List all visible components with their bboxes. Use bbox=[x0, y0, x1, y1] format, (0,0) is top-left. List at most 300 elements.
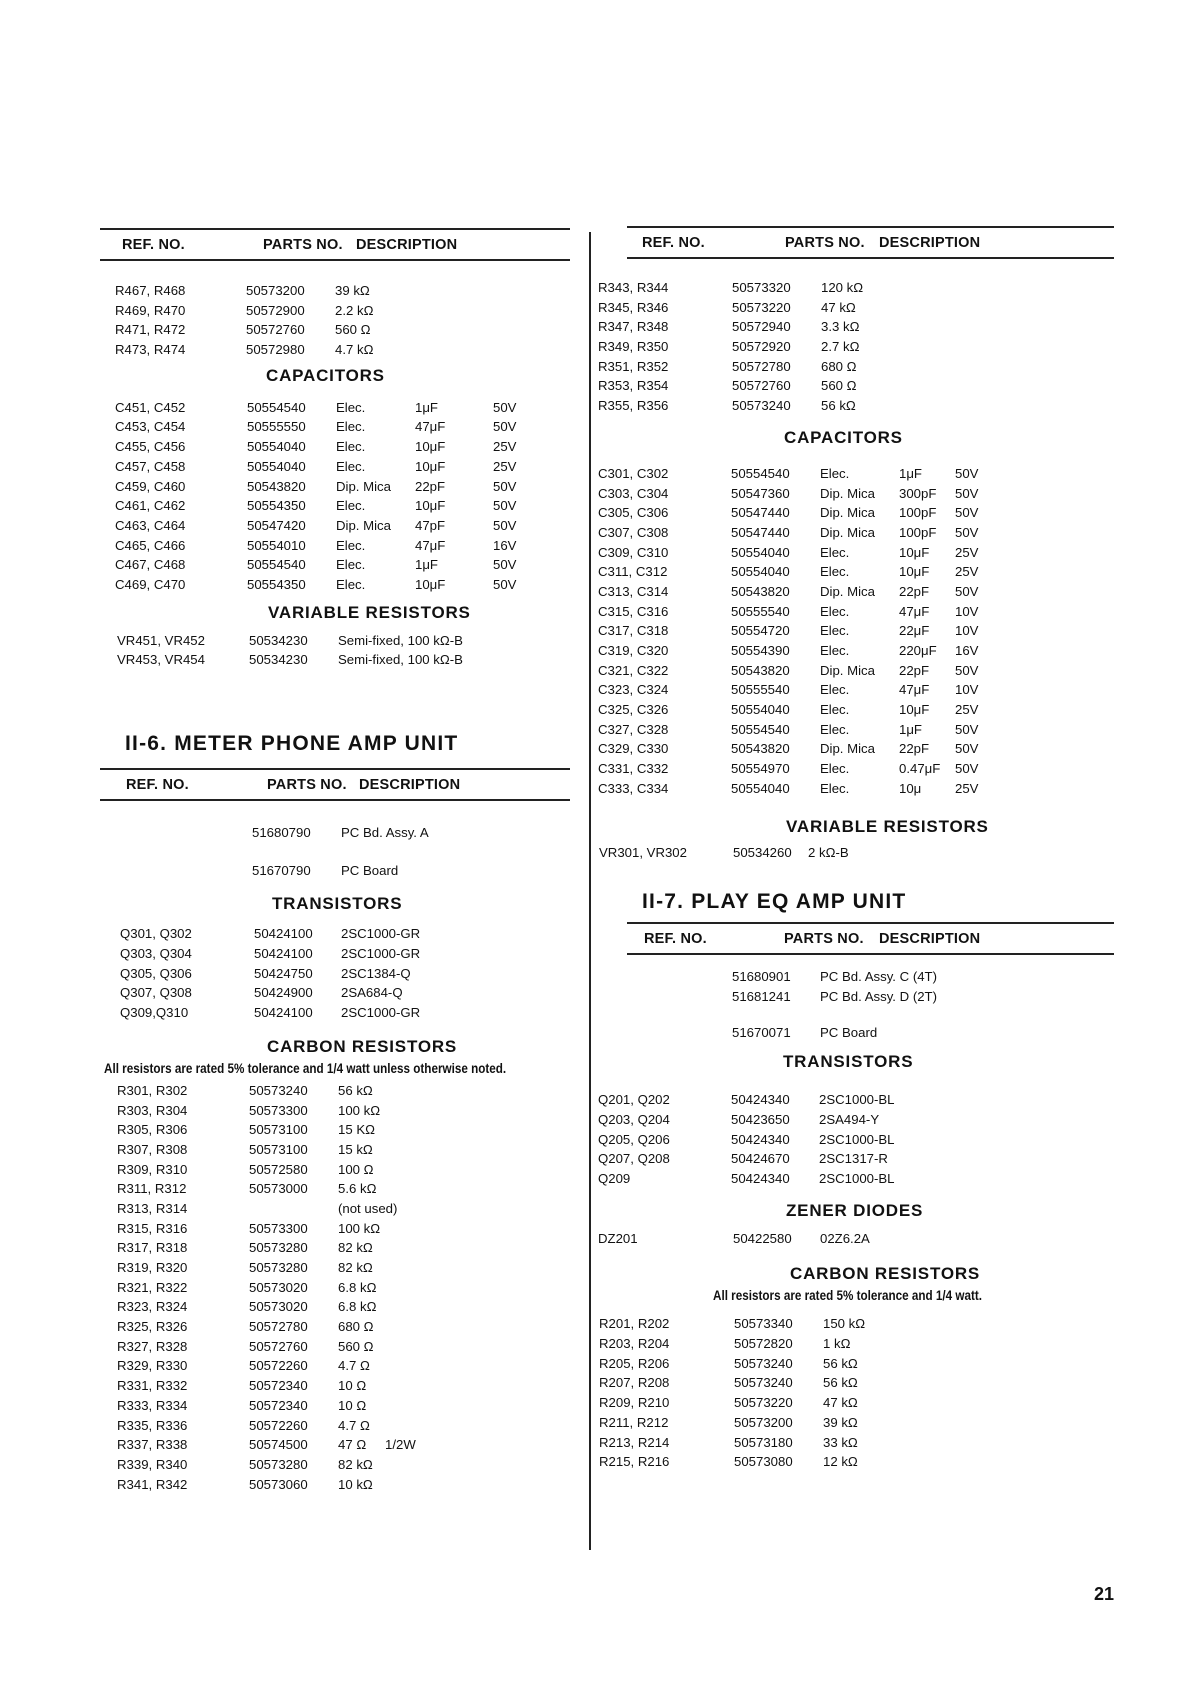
ref-no: C333, C334 bbox=[598, 780, 669, 796]
table-row bbox=[598, 376, 1114, 396]
part-no: 50554970 bbox=[731, 761, 790, 777]
cap-voltage: 50V bbox=[955, 741, 979, 757]
table-row bbox=[598, 317, 1114, 337]
description: 56 kΩ bbox=[823, 1375, 858, 1391]
ref-no: C469, C470 bbox=[115, 576, 186, 592]
table-row bbox=[598, 739, 1114, 759]
cap-type: Elec. bbox=[820, 780, 850, 796]
cap-type: Elec. bbox=[336, 399, 366, 415]
table-row bbox=[598, 543, 1114, 563]
cap-voltage: 50V bbox=[955, 721, 979, 737]
description: PC Bd. Assy. D (2T) bbox=[820, 988, 937, 1004]
cap-voltage: 10V bbox=[955, 623, 979, 639]
cap-voltage: 50V bbox=[955, 761, 979, 777]
table-row bbox=[100, 964, 570, 984]
variable-resistors-title: VARIABLE RESISTORS bbox=[786, 816, 989, 836]
cap-voltage: 50V bbox=[493, 557, 517, 573]
description: Semi-fixed, 100 kΩ-B bbox=[338, 652, 463, 668]
description-header: DESCRIPTION bbox=[879, 235, 981, 251]
ref-no: R337, R338 bbox=[117, 1437, 188, 1453]
cap-voltage: 50V bbox=[493, 399, 517, 415]
part-no: 50547440 bbox=[731, 505, 790, 521]
cap-value: 47μF bbox=[415, 419, 446, 435]
table-row bbox=[599, 1433, 1114, 1453]
part-no: 50572260 bbox=[249, 1417, 308, 1433]
description: 39 kΩ bbox=[335, 283, 370, 298]
table-row bbox=[100, 1258, 570, 1278]
ref-no: Q309,Q310 bbox=[120, 1005, 189, 1021]
table-row bbox=[100, 575, 570, 595]
description: 2SC1384-Q bbox=[341, 965, 411, 981]
carbon-resistor-list bbox=[100, 1081, 570, 1494]
table-row bbox=[627, 1023, 1114, 1043]
cap-type: Elec. bbox=[820, 544, 850, 560]
ref-no: R467, R468 bbox=[115, 283, 186, 298]
ref-no: R211, R212 bbox=[599, 1414, 669, 1430]
description: 47 kΩ bbox=[823, 1395, 858, 1411]
table-row bbox=[599, 1393, 1114, 1413]
cap-value: 47μF bbox=[415, 537, 446, 553]
part-no: 50573200 bbox=[734, 1414, 793, 1430]
table-row bbox=[598, 661, 1114, 681]
description: 12 kΩ bbox=[823, 1454, 858, 1470]
table-row bbox=[598, 1130, 1114, 1150]
ref-no: R207, R208 bbox=[599, 1375, 670, 1391]
ref-no: C459, C460 bbox=[115, 478, 186, 494]
part-no: 50572900 bbox=[246, 302, 305, 318]
description: PC Bd. Assy. C (4T) bbox=[820, 969, 937, 985]
page-number: 21 bbox=[1094, 1584, 1115, 1604]
parts-no-header: PARTS NO. bbox=[263, 237, 343, 253]
ref-no: Q301, Q302 bbox=[120, 926, 192, 942]
cap-value: 10μF bbox=[415, 458, 446, 474]
cap-voltage: 25V bbox=[493, 439, 517, 455]
part-no: 50554540 bbox=[247, 557, 306, 573]
part-no: 50573240 bbox=[732, 398, 791, 414]
description: 2SC1000-GR bbox=[341, 946, 421, 962]
ref-no: C321, C322 bbox=[598, 662, 669, 678]
part-no: 50572760 bbox=[732, 378, 791, 394]
section-title: II-7. PLAY EQ AMP UNIT bbox=[642, 890, 907, 914]
part-no: 50573280 bbox=[249, 1456, 308, 1472]
part-no: 50424900 bbox=[254, 985, 313, 1001]
ref-no: R471, R472 bbox=[115, 322, 186, 338]
cap-voltage: 50V bbox=[493, 419, 517, 435]
table-row bbox=[100, 1317, 570, 1337]
part-no: 50554540 bbox=[731, 721, 790, 737]
table-row bbox=[100, 536, 570, 556]
ref-no: C317, C318 bbox=[598, 623, 669, 639]
resistor-list bbox=[598, 278, 1114, 416]
ref-no: C301, C302 bbox=[598, 465, 669, 481]
part-no: 50424750 bbox=[254, 965, 313, 981]
part-no: 50554720 bbox=[731, 623, 790, 639]
cap-type: Dip. Mica bbox=[820, 524, 875, 540]
table-row bbox=[599, 1413, 1114, 1433]
cap-voltage: 50V bbox=[493, 517, 517, 533]
cap-voltage: 50V bbox=[493, 498, 517, 514]
carbon-resistors-title: CARBON RESISTORS bbox=[267, 1036, 458, 1056]
table-row bbox=[100, 1003, 570, 1023]
ref-no: C453, C454 bbox=[115, 419, 186, 435]
part-no: 50573300 bbox=[249, 1220, 308, 1236]
ref-no: R319, R320 bbox=[117, 1260, 188, 1275]
description: 2SC1000-GR bbox=[341, 926, 421, 942]
part-no: 50554540 bbox=[731, 465, 790, 481]
ref-no: VR453, VR454 bbox=[117, 652, 205, 668]
ref-no: R305, R306 bbox=[117, 1122, 188, 1138]
part-no: 50554540 bbox=[247, 399, 306, 415]
table-row bbox=[100, 437, 570, 457]
description: 33 kΩ bbox=[823, 1434, 858, 1450]
ref-no: R343, R344 bbox=[598, 280, 669, 295]
ref-no: R327, R328 bbox=[117, 1338, 188, 1354]
part-no: 51670790 bbox=[252, 862, 311, 878]
table-row bbox=[100, 1199, 570, 1219]
part-no: 50574500 bbox=[249, 1437, 308, 1453]
part-no: 50573340 bbox=[734, 1316, 793, 1332]
description: 82 kΩ bbox=[338, 1456, 373, 1472]
cap-voltage: 50V bbox=[493, 576, 517, 592]
part-no: 50534260 bbox=[733, 844, 792, 860]
description: 4.7 Ω bbox=[338, 1417, 370, 1433]
table-row bbox=[598, 700, 1114, 720]
part-no: 50573100 bbox=[249, 1141, 308, 1157]
part-no: 50573060 bbox=[249, 1476, 308, 1492]
cap-voltage: 50V bbox=[955, 524, 979, 540]
cap-type: Dip. Mica bbox=[820, 485, 875, 501]
table-row bbox=[100, 823, 570, 843]
part-no: 50554010 bbox=[247, 537, 306, 553]
ref-no: Q205, Q206 bbox=[598, 1131, 670, 1147]
table-row bbox=[100, 1219, 570, 1239]
cap-value: 1μF bbox=[415, 557, 438, 573]
ref-no: C331, C332 bbox=[598, 761, 669, 777]
table-row bbox=[599, 1354, 1114, 1374]
cap-type: Elec. bbox=[336, 419, 366, 435]
ref-no: R469, R470 bbox=[115, 302, 186, 318]
table-row bbox=[100, 1416, 570, 1436]
ref-no: DZ201 bbox=[598, 1230, 638, 1246]
cap-type: Dip. Mica bbox=[336, 478, 391, 494]
part-no: 50554350 bbox=[247, 576, 306, 592]
part-no: 50572780 bbox=[732, 358, 791, 374]
table-row bbox=[100, 398, 570, 418]
board-list bbox=[100, 823, 570, 880]
description: 4.7 Ω bbox=[338, 1358, 370, 1374]
ref-no: Q303, Q304 bbox=[120, 946, 192, 962]
table-row bbox=[100, 340, 570, 360]
ref-no: Q305, Q306 bbox=[120, 965, 192, 981]
description: PC Board bbox=[820, 1024, 878, 1040]
cap-type: Elec. bbox=[336, 537, 366, 553]
ref-no: R307, R308 bbox=[117, 1141, 188, 1157]
ref-no: C323, C324 bbox=[598, 682, 669, 698]
table-row bbox=[599, 1314, 1114, 1334]
part-no: 50555550 bbox=[247, 419, 306, 435]
ref-no: R323, R324 bbox=[117, 1299, 188, 1315]
description: 150 kΩ bbox=[823, 1316, 866, 1332]
table-row bbox=[100, 631, 570, 651]
cap-value: 1μF bbox=[899, 721, 922, 737]
cap-type: Elec. bbox=[336, 458, 366, 474]
table-row bbox=[100, 1179, 570, 1199]
cap-value: 47μF bbox=[899, 603, 930, 619]
table-row bbox=[100, 1435, 570, 1455]
table-row bbox=[100, 983, 570, 1003]
ref-no: Q201, Q202 bbox=[598, 1092, 670, 1108]
ref-no: Q203, Q204 bbox=[598, 1111, 670, 1127]
ref-no: C307, C308 bbox=[598, 524, 669, 540]
description: 10 kΩ bbox=[338, 1476, 373, 1492]
cap-type: Elec. bbox=[336, 439, 366, 455]
capacitor-list bbox=[100, 398, 570, 595]
cap-type: Elec. bbox=[336, 498, 366, 514]
description: 2SC1000-GR bbox=[341, 1005, 421, 1021]
column-divider bbox=[589, 232, 591, 1550]
ref-no-header: REF. NO. bbox=[644, 931, 707, 948]
ref-no: R213, R214 bbox=[599, 1434, 670, 1450]
cap-type: Elec. bbox=[336, 557, 366, 573]
table-row bbox=[598, 503, 1114, 523]
table-row bbox=[598, 759, 1114, 779]
cap-type: Elec. bbox=[820, 682, 850, 698]
part-no: 50424100 bbox=[254, 1005, 313, 1021]
ref-no: C305, C306 bbox=[598, 505, 669, 521]
part-no: 50573240 bbox=[734, 1375, 793, 1391]
ref-no: R341, R342 bbox=[117, 1476, 188, 1492]
ref-no: R201, R202 bbox=[599, 1316, 670, 1332]
description: 2SC1000-BL bbox=[819, 1171, 895, 1186]
part-no: 50573320 bbox=[732, 280, 791, 295]
description: 680 Ω bbox=[338, 1319, 374, 1335]
ref-no: C325, C326 bbox=[598, 702, 669, 718]
part-no: 50534230 bbox=[249, 652, 308, 668]
part-no: 50572940 bbox=[732, 319, 791, 335]
cap-voltage: 16V bbox=[493, 537, 517, 553]
part-no: 50424340 bbox=[731, 1171, 790, 1186]
table-header bbox=[627, 226, 1114, 259]
ref-no: R315, R316 bbox=[117, 1220, 188, 1236]
cap-type: Dip. Mica bbox=[820, 741, 875, 757]
table-row bbox=[100, 1297, 570, 1317]
zener-diode-list bbox=[598, 1229, 1114, 1249]
ref-no: R209, R210 bbox=[599, 1395, 670, 1411]
ref-no: C309, C310 bbox=[598, 544, 669, 560]
cap-value: 22μF bbox=[899, 623, 930, 639]
part-no: 50554040 bbox=[731, 544, 790, 560]
cap-voltage: 25V bbox=[955, 564, 979, 580]
part-no: 50543820 bbox=[731, 741, 790, 757]
part-no: 51680790 bbox=[252, 825, 311, 840]
ref-no: C463, C464 bbox=[115, 517, 186, 533]
part-no: 50572980 bbox=[246, 342, 305, 358]
description: 10 Ω bbox=[338, 1378, 367, 1394]
cap-value: 0.47μF bbox=[899, 761, 941, 777]
cap-type: Dip. Mica bbox=[820, 662, 875, 678]
description: 560 Ω bbox=[338, 1338, 374, 1354]
ref-no: R215, R216 bbox=[599, 1454, 670, 1470]
ref-no: Q209 bbox=[598, 1171, 631, 1186]
cap-value: 10μF bbox=[899, 544, 930, 560]
part-no: 50573220 bbox=[734, 1395, 793, 1411]
part-no: 50572260 bbox=[249, 1358, 308, 1374]
part-no: 50424100 bbox=[254, 946, 313, 962]
table-row bbox=[598, 396, 1114, 416]
table-row bbox=[100, 1475, 570, 1495]
part-no: 50547440 bbox=[731, 524, 790, 540]
ref-no: C327, C328 bbox=[598, 721, 669, 737]
part-no: 50572760 bbox=[249, 1338, 308, 1354]
part-no: 50543820 bbox=[731, 583, 790, 599]
description: 15 KΩ bbox=[338, 1122, 375, 1138]
ref-no: R329, R330 bbox=[117, 1358, 188, 1374]
table-row bbox=[100, 944, 570, 964]
ref-no: C467, C468 bbox=[115, 557, 186, 573]
transistor-list bbox=[598, 1090, 1114, 1188]
part-no: 50424670 bbox=[731, 1151, 790, 1167]
cap-value: 100pF bbox=[899, 524, 937, 540]
table-row bbox=[598, 562, 1114, 582]
table-row bbox=[100, 1120, 570, 1140]
table-row bbox=[598, 582, 1114, 602]
cap-type: Elec. bbox=[820, 721, 850, 737]
part-no: 50424340 bbox=[731, 1092, 790, 1108]
description: 47 kΩ bbox=[821, 299, 856, 315]
description: 56 kΩ bbox=[821, 398, 856, 414]
section-title: II-6. METER PHONE AMP UNIT bbox=[125, 732, 459, 755]
cap-value: 1μF bbox=[415, 399, 438, 415]
zener-diodes-title: ZENER DIODES bbox=[786, 1200, 924, 1220]
description: 100 kΩ bbox=[338, 1220, 381, 1236]
cap-type: Dip. Mica bbox=[820, 583, 875, 599]
ref-no: C451, C452 bbox=[115, 399, 186, 415]
description: 56 kΩ bbox=[823, 1355, 858, 1371]
cap-value: 10μF bbox=[899, 702, 930, 718]
description: 100 Ω bbox=[338, 1161, 374, 1177]
part-no: 50573200 bbox=[246, 283, 305, 298]
part-no: 50573100 bbox=[249, 1122, 308, 1138]
part-no: 50534230 bbox=[249, 632, 308, 648]
part-no: 50424100 bbox=[254, 926, 313, 942]
cap-value: 10μF bbox=[415, 576, 446, 592]
description: 39 kΩ bbox=[823, 1414, 858, 1430]
ref-no: C313, C314 bbox=[598, 583, 669, 599]
table-row bbox=[100, 320, 570, 340]
part-no: 51681241 bbox=[732, 988, 791, 1004]
ref-no: VR301, VR302 bbox=[599, 844, 687, 860]
table-row bbox=[599, 1452, 1114, 1472]
cap-value: 47pF bbox=[415, 517, 446, 533]
part-no: 50573180 bbox=[734, 1434, 793, 1450]
table-row bbox=[598, 1149, 1114, 1169]
ref-no: R349, R350 bbox=[598, 339, 669, 355]
part-no: 50424340 bbox=[731, 1131, 790, 1147]
part-no: 50572340 bbox=[249, 1397, 308, 1413]
table-row bbox=[598, 680, 1114, 700]
cap-value: 10μ bbox=[899, 780, 922, 796]
part-no: 51670071 bbox=[732, 1024, 791, 1040]
table-row bbox=[100, 1396, 570, 1416]
ref-no: R355, R356 bbox=[598, 398, 669, 414]
table-row bbox=[100, 1337, 570, 1357]
part-no: 50554350 bbox=[247, 498, 306, 514]
description: 02Z6.2A bbox=[820, 1230, 870, 1246]
table-row bbox=[627, 987, 1114, 1007]
table-header-2 bbox=[100, 768, 570, 801]
table-row bbox=[599, 843, 1114, 863]
description: 82 kΩ bbox=[338, 1260, 373, 1275]
description: 2SC1000-BL bbox=[819, 1092, 895, 1108]
description: 3.3 kΩ bbox=[821, 319, 860, 335]
cap-voltage: 50V bbox=[955, 485, 979, 501]
table-row bbox=[100, 1278, 570, 1298]
ref-no: C303, C304 bbox=[598, 485, 669, 501]
description-header: DESCRIPTION bbox=[356, 237, 458, 253]
ref-no-header: REF. NO. bbox=[642, 235, 705, 251]
description: 10 Ω bbox=[338, 1397, 367, 1413]
ref-no: C315, C316 bbox=[598, 603, 669, 619]
carbon-resistor-list bbox=[599, 1314, 1114, 1472]
cap-voltage: 25V bbox=[955, 780, 979, 796]
description: Semi-fixed, 100 kΩ-B bbox=[338, 632, 463, 648]
board-list bbox=[627, 967, 1114, 1042]
resistor-list bbox=[100, 281, 570, 360]
ref-no: R473, R474 bbox=[115, 342, 186, 358]
table-row bbox=[598, 1110, 1114, 1130]
table-row bbox=[598, 484, 1114, 504]
table-row bbox=[598, 1169, 1114, 1189]
table-row bbox=[100, 555, 570, 575]
left-column bbox=[100, 228, 570, 1494]
cap-type: Elec. bbox=[820, 623, 850, 639]
ref-no-header: REF. NO. bbox=[122, 237, 185, 253]
table-row bbox=[598, 621, 1114, 641]
table-row bbox=[100, 1101, 570, 1121]
part-no: 50572340 bbox=[249, 1378, 308, 1394]
ref-no: C329, C330 bbox=[598, 741, 669, 757]
description-header: DESCRIPTION bbox=[359, 777, 461, 793]
cap-voltage: 25V bbox=[955, 702, 979, 718]
part-no: 50543820 bbox=[247, 478, 306, 494]
table-row bbox=[599, 1373, 1114, 1393]
part-no: 50554040 bbox=[731, 780, 790, 796]
ref-no: R345, R346 bbox=[598, 299, 669, 315]
description: 2SA494-Y bbox=[819, 1111, 880, 1127]
description: 56 kΩ bbox=[338, 1082, 373, 1098]
description: 1 kΩ bbox=[823, 1336, 851, 1352]
ref-no: C457, C458 bbox=[115, 458, 186, 474]
table-row bbox=[100, 650, 570, 670]
cap-value: 22pF bbox=[415, 478, 446, 494]
cap-type: Elec. bbox=[820, 603, 850, 619]
part-no: 50572580 bbox=[249, 1161, 308, 1177]
part-no: 50572780 bbox=[249, 1319, 308, 1335]
table-row bbox=[100, 417, 570, 437]
ref-no: R311, R312 bbox=[117, 1181, 187, 1197]
ref-no: R339, R340 bbox=[117, 1456, 188, 1472]
description: 2SC1000-BL bbox=[819, 1131, 895, 1147]
ref-no: C465, C466 bbox=[115, 537, 186, 553]
table-row bbox=[100, 1238, 570, 1258]
description: 15 kΩ bbox=[338, 1141, 373, 1157]
carbon-resistors-title: CARBON RESISTORS bbox=[790, 1264, 981, 1284]
cap-value: 10μF bbox=[415, 498, 446, 514]
cap-voltage: 10V bbox=[955, 603, 979, 619]
description: PC Board bbox=[341, 862, 399, 878]
part-no: 50573020 bbox=[249, 1299, 308, 1315]
variable-resistor-list bbox=[100, 631, 570, 670]
